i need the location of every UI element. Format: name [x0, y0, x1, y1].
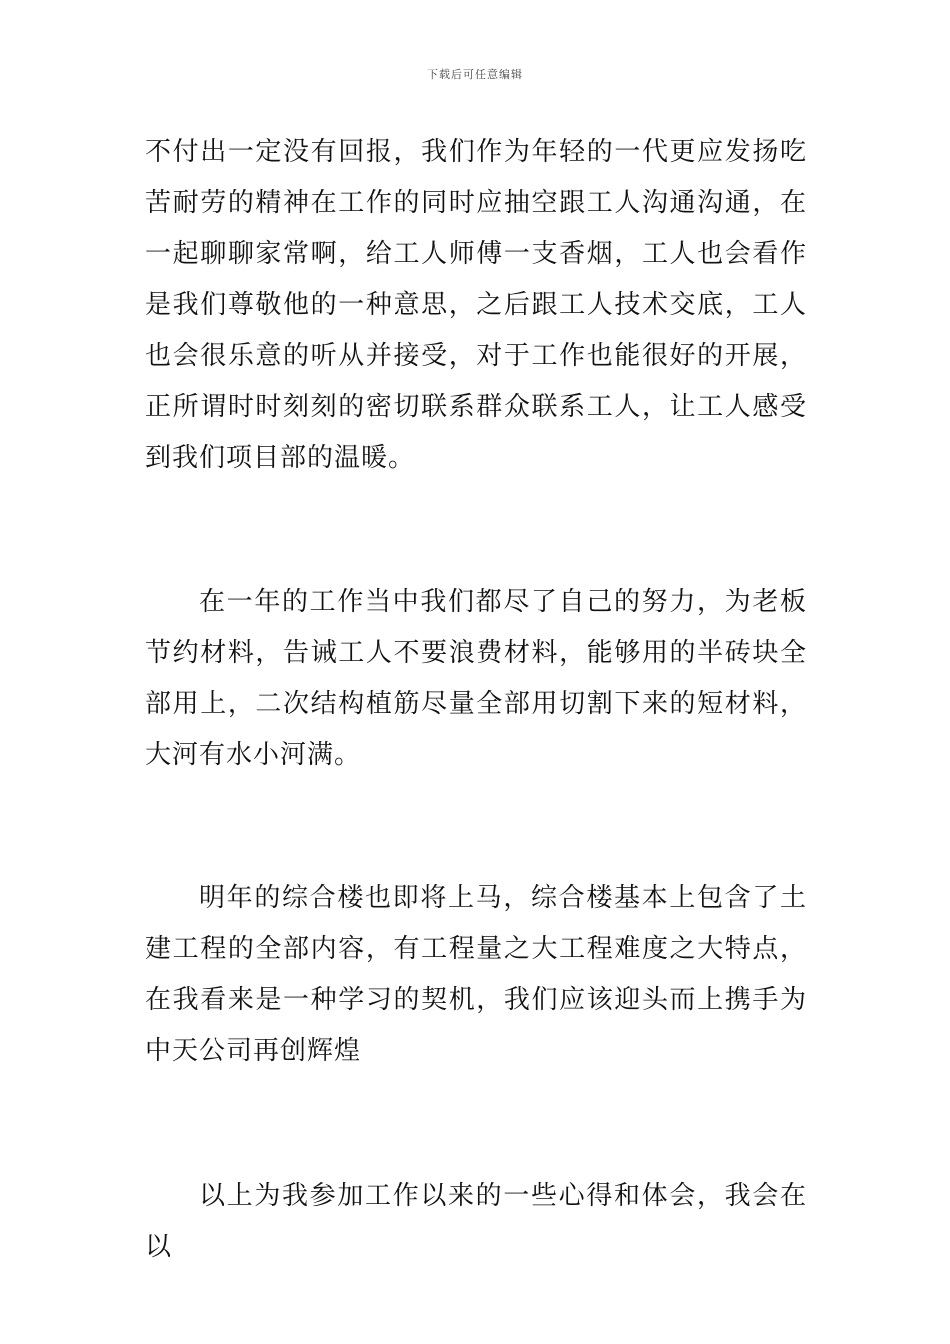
- paragraph-1: 不付出一定没有回报，我们作为年轻的一代更应发扬吃苦耐劳的精神在工作的同时应抽空跟工人沟通沟通，在一起聊聊家常啊，给工人师傅一支香烟，工人也会看作是我们尊敬他的一种意思，之后跟工人技术交底，工人也会很乐意的听从并接受，对于工作也能很好的开展，正所谓时时刻刻的密切联系群众联系工人，让工人感受到我们项目部的温暖。: [145, 137, 807, 473]
- paragraph-4: 以上为我参加工作以来的一些心得和体会，我会在以: [145, 1181, 807, 1262]
- paragraph-2: 在一年的工作当中我们都尽了自己的努力，为老板节约材料，告诫工人不要浪费材料，能够用的半砖块全部用上，二次结构植筋尽量全部用切割下来的短材料，大河有水小河满。: [145, 587, 807, 770]
- paragraph-3: 明年的综合楼也即将上马，综合楼基本上包含了土建工程的全部内容，有工程量之大工程难度之大特点，在我看来是一种学习的契机，我们应该迎头而上携手为中天公司再创辉煌: [145, 883, 807, 1066]
- page-header-note: 下载后可任意编辑: [427, 68, 523, 81]
